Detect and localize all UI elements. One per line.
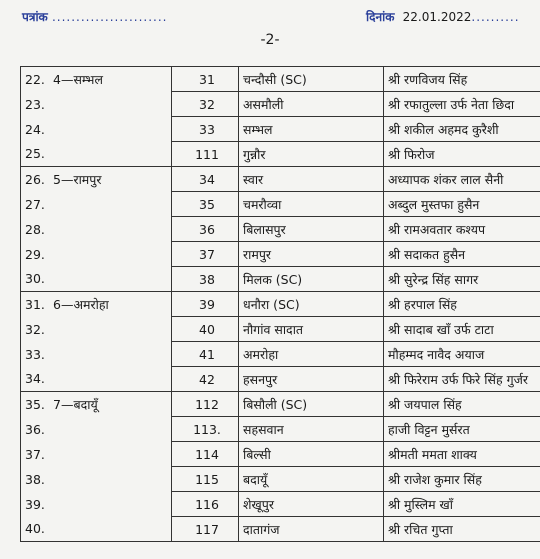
constituency-name: बिसौली (SC) <box>239 392 384 417</box>
constituency-number: 115 <box>172 467 239 492</box>
serial-number: 38. <box>25 471 45 487</box>
constituency-number: 34 <box>172 167 239 192</box>
district-name: 7—बदायूँ <box>53 396 98 412</box>
table-row <box>21 167 540 192</box>
district-name: 5—रामपुर <box>53 171 102 187</box>
constituency-name: शेखूपुर <box>239 492 384 517</box>
serial-number: 28. <box>25 221 45 237</box>
district-cell <box>21 467 172 492</box>
constituency-number: 116 <box>172 492 239 517</box>
table-row <box>21 442 540 467</box>
constituency-name: हसनपुर <box>239 367 384 392</box>
candidate-table <box>20 66 540 542</box>
table-row <box>21 217 540 242</box>
constituency-number: 38 <box>172 267 239 292</box>
table-row <box>21 317 540 342</box>
candidate-name: श्री फिरेराम उर्फ फिरे सिंह गुर्जर <box>384 367 540 392</box>
constituency-number: 40 <box>172 317 239 342</box>
constituency-number: 112 <box>172 392 239 417</box>
district-cell <box>21 142 172 167</box>
constituency-name: धनौरा (SC) <box>239 292 384 317</box>
constituency-number: 42 <box>172 367 239 392</box>
table-row <box>21 392 540 417</box>
table-row <box>21 292 540 317</box>
table-row <box>21 92 540 117</box>
table-row <box>21 517 540 542</box>
constituency-number: 31 <box>172 67 239 92</box>
table-row <box>21 492 540 517</box>
candidate-name: श्री सादाब खाँ उर्फ टाटा <box>384 317 540 342</box>
serial-number: 22. <box>25 71 45 87</box>
district-cell <box>21 92 172 117</box>
constituency-name: चन्दौसी (SC) <box>239 67 384 92</box>
patrank-field <box>22 8 168 25</box>
patrank-label: पत्रांक <box>22 10 48 24</box>
table-row <box>21 242 540 267</box>
district-cell <box>21 517 172 542</box>
constituency-name: बिल्सी <box>239 442 384 467</box>
constituency-number: 39 <box>172 292 239 317</box>
table-row <box>21 367 540 392</box>
constituency-number: 111 <box>172 142 239 167</box>
district-cell <box>21 217 172 242</box>
serial-number: 36. <box>25 421 45 437</box>
constituency-name: गुन्नौर <box>239 142 384 167</box>
serial-number: 39. <box>25 496 45 512</box>
district-cell <box>21 317 172 342</box>
table-row <box>21 117 540 142</box>
candidate-name: अध्यापक शंकर लाल सैनी <box>384 167 540 192</box>
serial-number: 25. <box>25 146 45 162</box>
serial-number: 33. <box>25 346 45 362</box>
table-row <box>21 342 540 367</box>
constituency-name: नौगांव सादात <box>239 317 384 342</box>
constituency-number: 113. <box>172 417 239 442</box>
patrank-dots: ........................ <box>51 10 168 24</box>
district-name: 6—अमरोहा <box>53 296 109 312</box>
candidate-table-body <box>21 67 540 542</box>
district-name: 4—सम्भल <box>53 71 103 87</box>
table-row <box>21 142 540 167</box>
serial-number: 27. <box>25 196 45 212</box>
serial-number: 30. <box>25 271 45 287</box>
candidate-name: हाजी विट्टन मुर्सरत <box>384 417 540 442</box>
constituency-number: 36 <box>172 217 239 242</box>
date-dots: .......... <box>471 10 520 24</box>
serial-number: 40. <box>25 521 45 537</box>
table-row <box>21 67 540 92</box>
constituency-name: सम्भल <box>239 117 384 142</box>
serial-number: 29. <box>25 246 45 262</box>
serial-number: 32. <box>25 321 45 337</box>
candidate-name: श्री सुरेन्द्र सिंह सागर <box>384 267 540 292</box>
serial-number: 31. <box>25 296 45 312</box>
candidate-name: श्री रामअवतार कश्यप <box>384 217 540 242</box>
district-cell <box>21 242 172 267</box>
document-date: 22.01.2022 <box>402 10 472 24</box>
serial-number: 26. <box>25 171 45 187</box>
table-row <box>21 192 540 217</box>
district-cell <box>21 492 172 517</box>
page-number: -2- <box>260 32 280 48</box>
candidate-name: श्री फिरोज <box>384 142 540 167</box>
serial-number: 24. <box>25 121 45 137</box>
constituency-name: अमरोहा <box>239 342 384 367</box>
serial-number: 34. <box>25 371 45 387</box>
district-cell <box>21 417 172 442</box>
candidate-name: श्रीमती ममता शाक्य <box>384 442 540 467</box>
candidate-name: मौहम्मद नावैद अयाज <box>384 342 540 367</box>
district-cell <box>21 367 172 392</box>
district-cell <box>21 117 172 142</box>
district-cell <box>21 67 172 92</box>
candidate-name: श्री जयपाल सिंह <box>384 392 540 417</box>
constituency-name: असमौली <box>239 92 384 117</box>
candidate-name: श्री शकील अहमद कुरैशी <box>384 117 540 142</box>
district-cell <box>21 442 172 467</box>
dinank-field <box>366 8 520 25</box>
candidate-name: श्री सदाकत हुसैन <box>384 242 540 267</box>
constituency-number: 32 <box>172 92 239 117</box>
constituency-name: दातागंज <box>239 517 384 542</box>
table-row <box>21 267 540 292</box>
constituency-number: 35 <box>172 192 239 217</box>
constituency-name: स्वार <box>239 167 384 192</box>
district-cell <box>21 267 172 292</box>
candidate-name: श्री राजेश कुमार सिंह <box>384 467 540 492</box>
constituency-number: 117 <box>172 517 239 542</box>
serial-number: 37. <box>25 446 45 462</box>
district-cell <box>21 192 172 217</box>
table-row <box>21 467 540 492</box>
dinank-label: दिनांक <box>366 10 395 24</box>
serial-number: 35. <box>25 396 45 412</box>
district-cell <box>21 392 172 417</box>
candidate-name: श्री रफातुल्ला उर्फ नेता छिदा <box>384 92 540 117</box>
serial-number: 23. <box>25 96 45 112</box>
district-cell <box>21 167 172 192</box>
constituency-name: रामपुर <box>239 242 384 267</box>
candidate-name: श्री मुस्लिम खाँ <box>384 492 540 517</box>
constituency-number: 114 <box>172 442 239 467</box>
district-cell <box>21 292 172 317</box>
district-cell <box>21 342 172 367</box>
constituency-number: 33 <box>172 117 239 142</box>
candidate-name: श्री हरपाल सिंह <box>384 292 540 317</box>
candidate-name: श्री रणविजय सिंह <box>384 67 540 92</box>
table-row <box>21 417 540 442</box>
constituency-name: बदायूँ <box>239 467 384 492</box>
constituency-name: सहसवान <box>239 417 384 442</box>
constituency-name: बिलासपुर <box>239 217 384 242</box>
constituency-name: मिलक (SC) <box>239 267 384 292</box>
candidate-name: श्री रचित गुप्ता <box>384 517 540 542</box>
constituency-number: 41 <box>172 342 239 367</box>
constituency-number: 37 <box>172 242 239 267</box>
constituency-name: चमरौव्वा <box>239 192 384 217</box>
candidate-name: अब्दुल मुस्तफा हुसैन <box>384 192 540 217</box>
